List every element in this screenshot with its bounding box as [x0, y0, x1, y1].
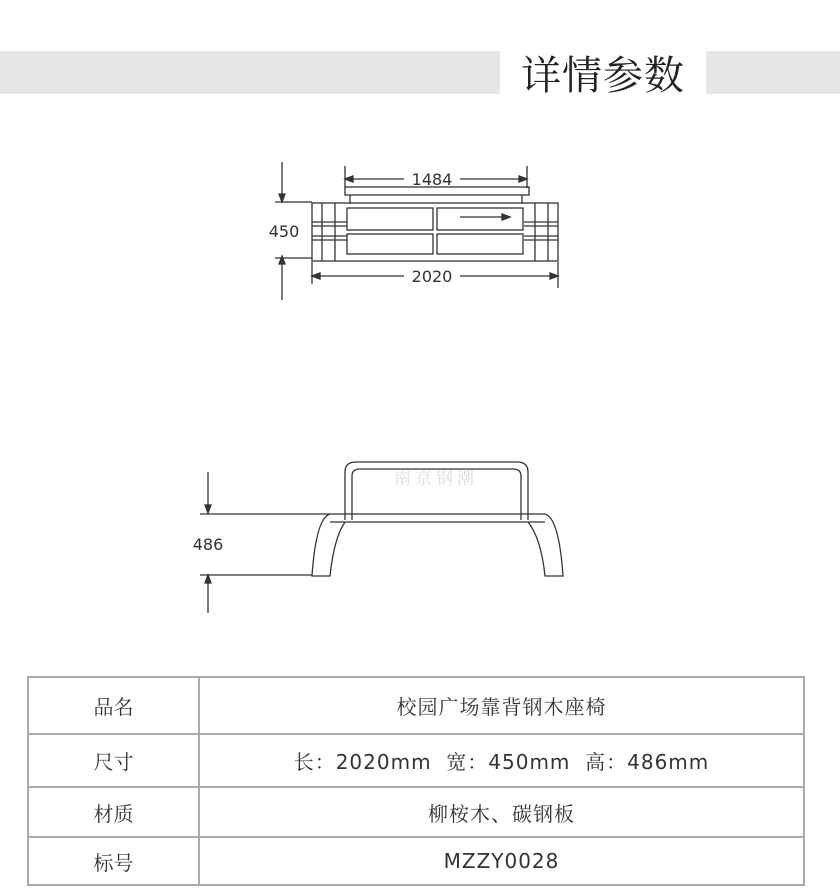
left-leg — [312, 514, 345, 576]
slat — [437, 234, 523, 254]
dim-label-depth: 450 — [268, 222, 300, 241]
dim-label-inner-length: 1484 — [411, 170, 453, 189]
table-row — [29, 786, 803, 836]
slat — [437, 208, 523, 230]
dim-label-total-length: 2020 — [411, 267, 453, 286]
slat — [347, 234, 433, 254]
spec-value: MZZY0028 — [443, 849, 560, 873]
page-title: 详情参数 — [521, 52, 685, 99]
spec-value: 校园广场靠背钢木座椅 — [396, 695, 607, 719]
spec-value: 长：2020mm 宽：450mm 高：486mm — [293, 750, 710, 774]
seat-frame — [312, 203, 558, 261]
spec-key: 尺寸 — [29, 735, 200, 786]
spec-table — [27, 676, 805, 886]
side-view-drawing — [200, 462, 563, 613]
spec-value: 柳桉木、碳钢板 — [428, 801, 575, 826]
slat — [347, 208, 433, 230]
spec-key: 材质 — [29, 788, 200, 836]
spec-key: 品名 — [29, 678, 200, 733]
dim-label-height: 486 — [192, 535, 224, 554]
table-row — [29, 678, 803, 733]
watermark: 南京钢潮 — [394, 469, 478, 489]
right-leg — [528, 514, 563, 576]
spec-key: 标号 — [29, 838, 200, 884]
table-row — [29, 733, 803, 786]
table-row — [29, 836, 803, 884]
